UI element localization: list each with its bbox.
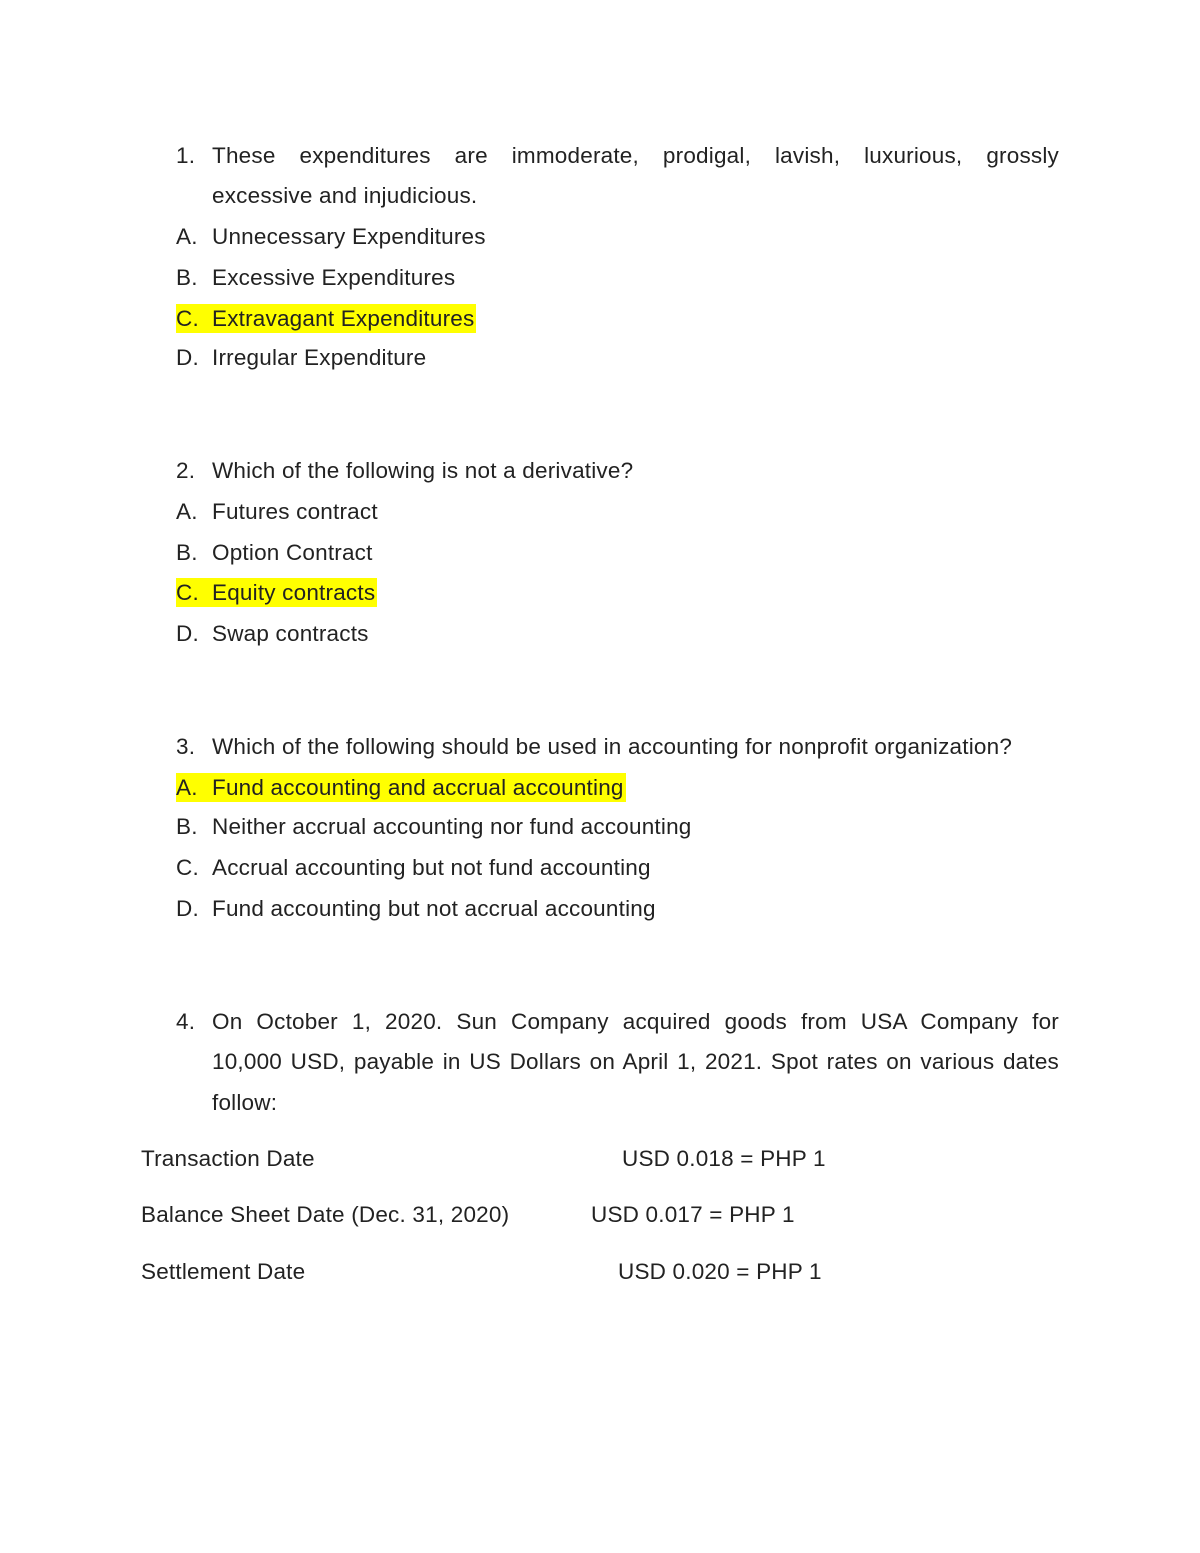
question-3-stem [176,734,1012,760]
option-letter: A. [176,224,198,249]
question-1-stem-line1: These expenditures are immoderate, prodigal, lavish, luxurious, grossly [212,143,1059,168]
question-3-text: Which of the following should be used in accounting for nonprofit organization? [212,734,1013,759]
option-text: Fund accounting and accrual accounting [212,775,624,800]
option-text: Option Contract [212,540,373,565]
option-text: Irregular Expenditure [212,345,427,370]
question-2-stem [176,458,633,484]
option-text: Extravagant Expenditures [212,306,475,331]
option-letter: D. [176,345,199,370]
question-2-option-b [176,540,373,566]
question-4-stem-line3: follow: [212,1090,278,1115]
option-letter: B. [176,540,198,565]
answer-highlight [176,304,476,333]
option-letter: B. [176,265,198,290]
option-text: Equity contracts [212,580,376,605]
question-4-stem-line1: On October 1, 2020. Sun Company acquired goods from USA Company for [212,1009,1059,1034]
question-3-number: 3. [176,734,196,759]
option-letter: C. [176,306,199,331]
question-1-option-b [176,265,455,291]
question-1-number: 1. [176,143,196,168]
option-letter: A. [176,499,198,524]
option-letter: A. [176,775,198,800]
option-letter: D. [176,621,199,646]
option-text: Swap contracts [212,621,369,646]
question-3-option-b [176,814,692,840]
question-3-option-d [176,896,656,922]
rate-label-transaction: Transaction Date [141,1146,315,1171]
option-letter: B. [176,814,198,839]
option-text: Fund accounting but not accrual accounting [212,896,656,921]
question-2-option-a [176,499,378,525]
option-text: Futures contract [212,499,378,524]
option-letter: C. [176,580,199,605]
option-letter: C. [176,855,199,880]
option-text: Neither accrual accounting nor fund accounting [212,814,692,839]
question-2-text: Which of the following is not a derivative? [212,458,634,483]
question-3-option-c [176,855,651,881]
rate-value-balance-sheet: USD 0.017 = PHP 1 [591,1202,795,1227]
rate-label-settlement: Settlement Date [141,1259,306,1284]
question-4-number: 4. [176,1009,196,1034]
option-text: Accrual accounting but not fund accounting [212,855,651,880]
question-1-stem-line2: excessive and injudicious. [212,183,478,208]
option-text: Unnecessary Expenditures [212,224,486,249]
question-3-option-a-answer [176,775,626,801]
question-2-number: 2. [176,458,196,483]
question-1-option-a [176,224,486,250]
option-letter: D. [176,896,199,921]
rate-value-transaction: USD 0.018 = PHP 1 [622,1146,826,1171]
rate-value-settlement: USD 0.020 = PHP 1 [618,1259,822,1284]
answer-highlight [176,578,377,607]
question-1-option-d [176,345,426,371]
question-2-option-c-answer [176,580,377,606]
answer-highlight [176,773,626,802]
rate-label-balance-sheet: Balance Sheet Date (Dec. 31, 2020) [141,1202,510,1227]
question-2-option-d [176,621,369,647]
question-4-stem-line2: 10,000 USD, payable in US Dollars on April 1, 2021. Spot rates on various dates [212,1049,1059,1074]
question-1-option-c-answer [176,306,476,332]
option-text: Excessive Expenditures [212,265,456,290]
